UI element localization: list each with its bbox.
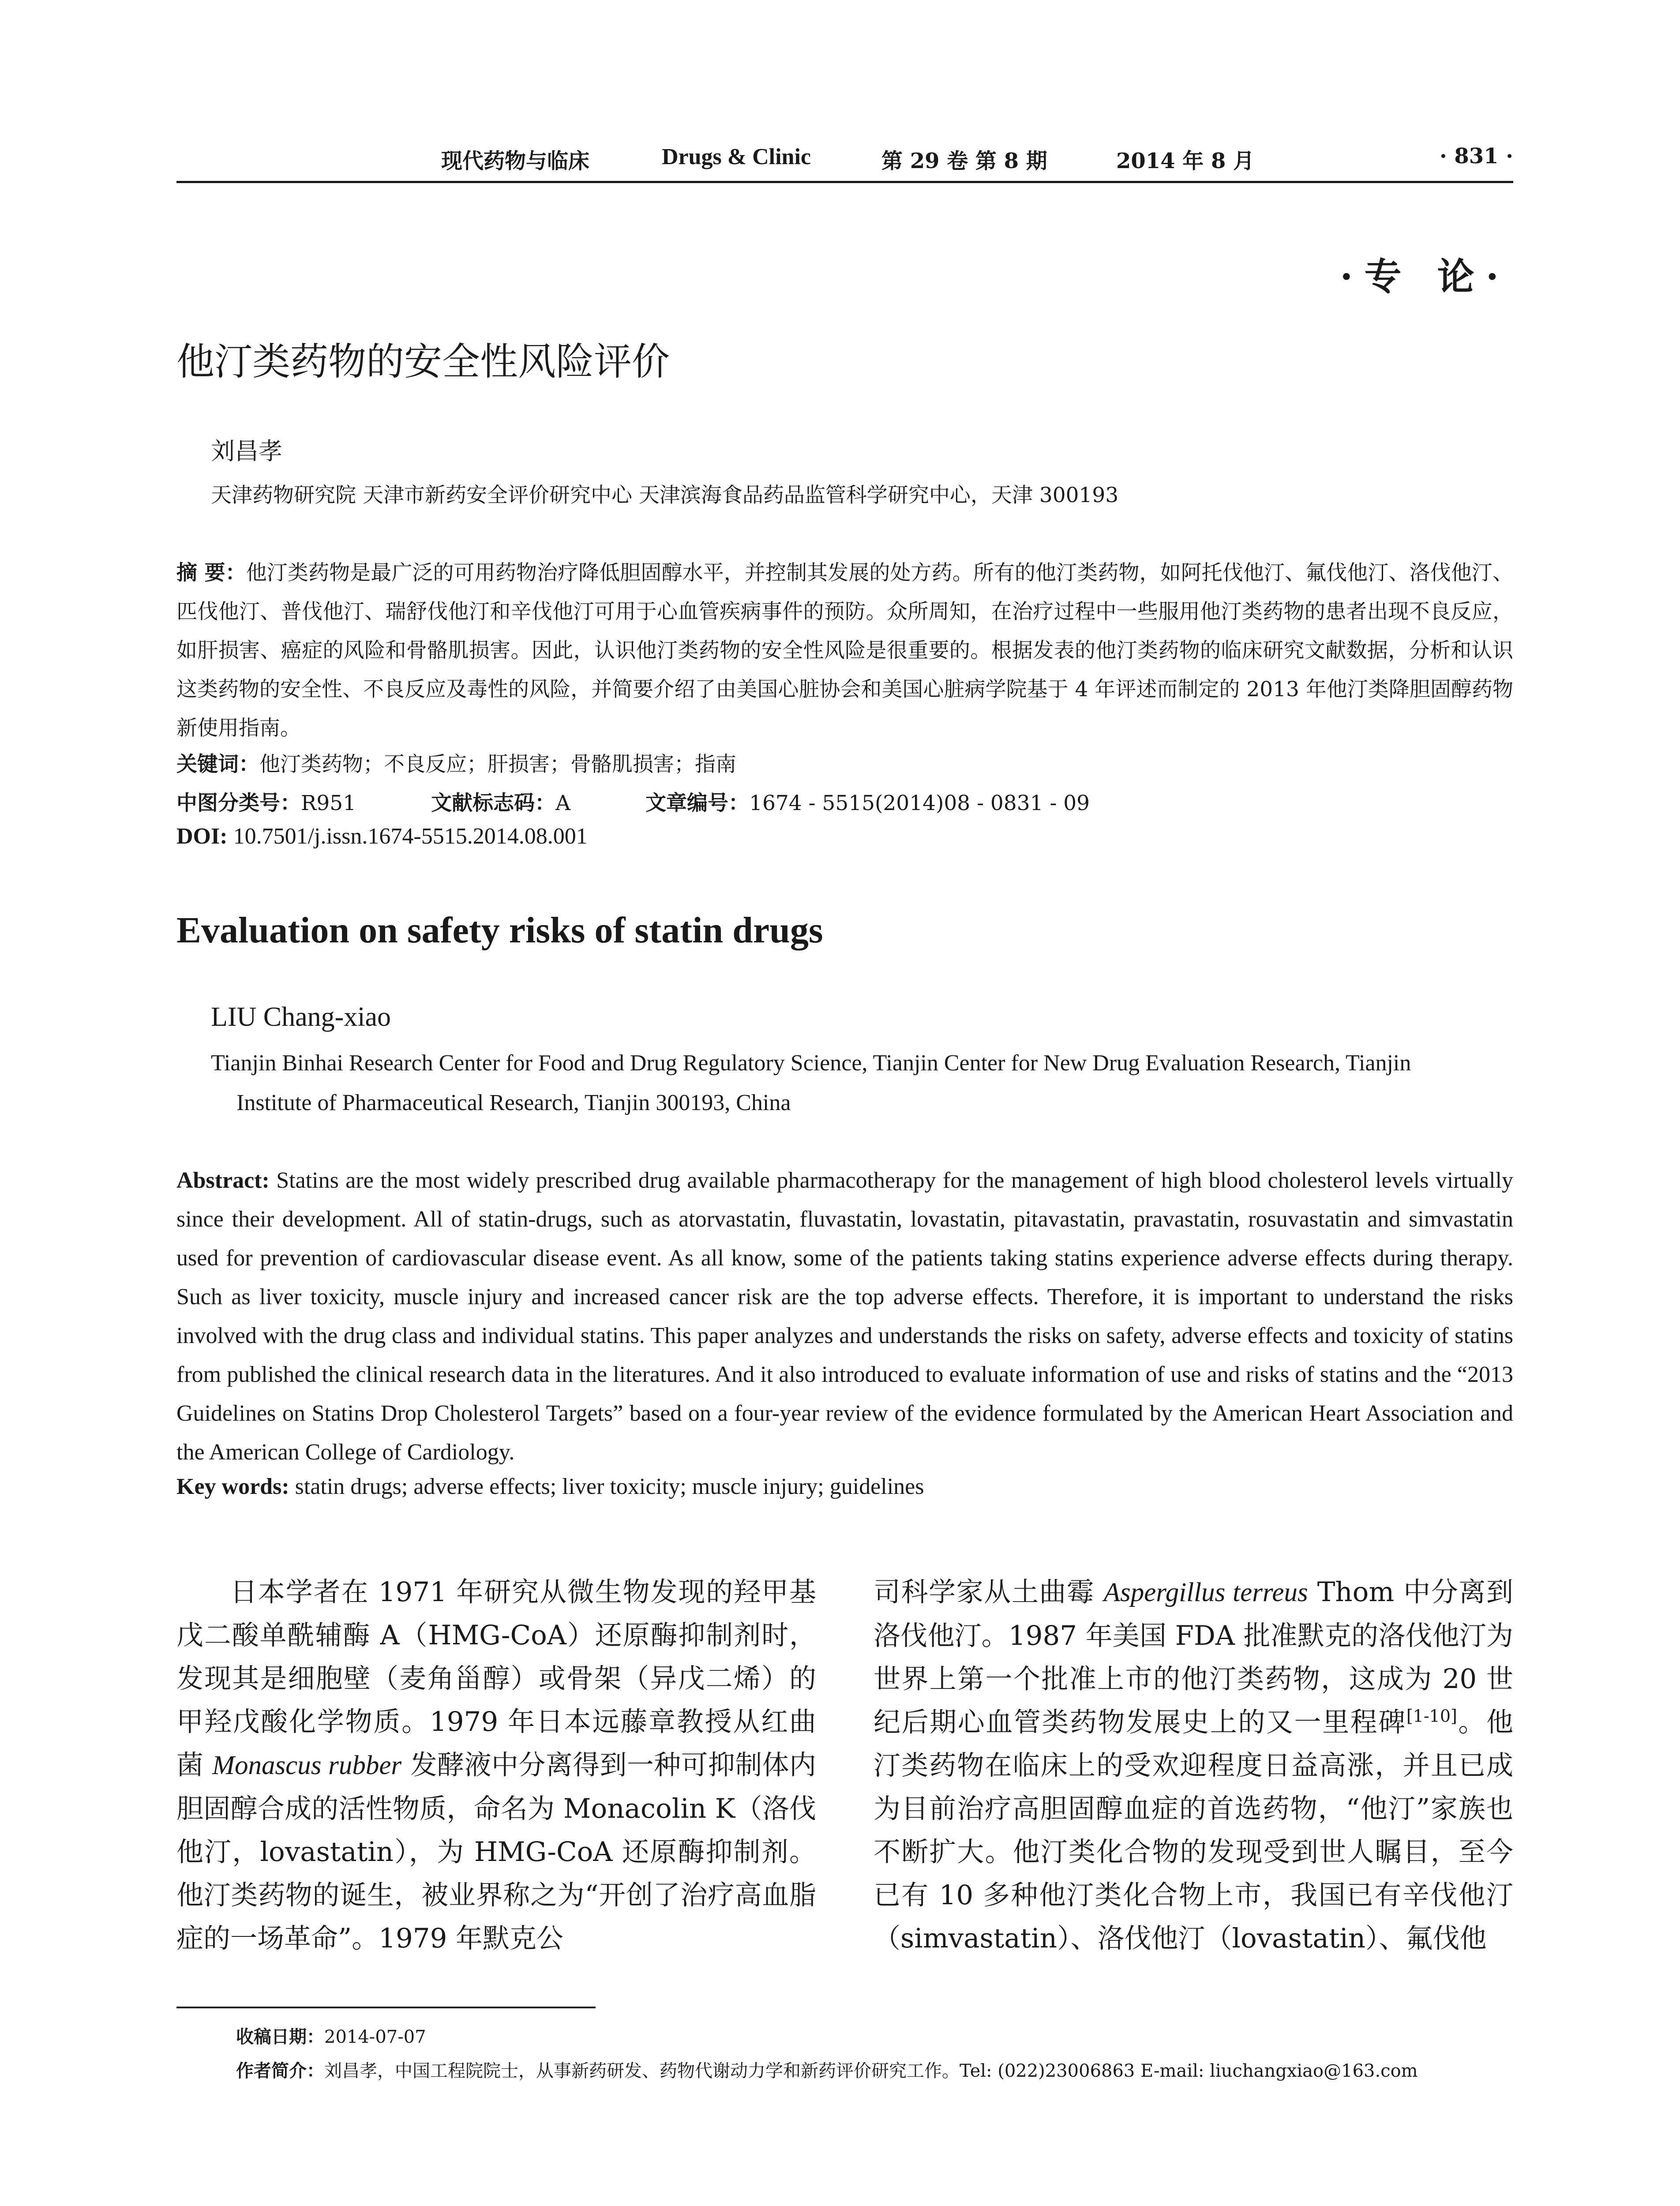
body-column-right bbox=[874, 1571, 1513, 1960]
keywords-en bbox=[176, 1474, 924, 1500]
body-left-text-b: 发酵液中分离得到一种可抑制体内胆固醇合成的活性物质，命名为 Monacolin K（洛伐他汀，lovastatin），为 HMG-CoA 还原酶抑制剂。他汀类药物的诞生，被业界称之为“开创了治疗高血脂症的一场革命”。1979 年默克公 bbox=[176, 1749, 816, 1954]
abstract-cn-label: 摘 要： bbox=[176, 561, 246, 585]
body-column-left bbox=[176, 1571, 816, 1960]
abstract-en-label: Abstract: bbox=[176, 1168, 270, 1193]
clc-value: R951 bbox=[301, 791, 356, 815]
classification-line bbox=[176, 787, 1090, 816]
footnote-author-bio bbox=[236, 2057, 1418, 2082]
body-right-text-a: 司科学家从土曲霉 bbox=[874, 1576, 1104, 1608]
bio-value: 刘昌孝，中国工程院院士，从事新药研发、药物代谢动力学和新药评价研究工作。Tel: (022)23006863 E-mail: liuchangxiao@163.com bbox=[324, 2061, 1418, 2081]
doi-value[interactable]: 10.7501/j.issn.1674-5515.2014.08.001 bbox=[233, 824, 588, 849]
body-right-text-b: Thom 中分离到洛伐他汀。1987 年美国 FDA 批准默克的洛伐他汀为世界上第一个批准上市的他汀类药物，这成为 20 世纪后期心血管类药物发展史上的又一里程碑 bbox=[874, 1576, 1513, 1738]
journal-name-en: Drugs & Clinic bbox=[662, 144, 811, 169]
affiliation-cn: 天津药物研究院 天津市新药安全评价研究中心 天津滨海食品药品监管科学研究中心，天津 300193 bbox=[211, 483, 1119, 507]
received-value: 2014-07-07 bbox=[324, 2027, 426, 2047]
body-right-species: Aspergillus terreus bbox=[1103, 1578, 1308, 1607]
affiliation-en-line2: Institute of Pharmaceutical Research, Tianjin 300193, China bbox=[236, 1090, 791, 1115]
keywords-en-text: statin drugs; adverse effects; liver toxicity; muscle injury; guidelines bbox=[295, 1474, 924, 1499]
journal-name-cn: 现代药物与临床 bbox=[441, 149, 590, 173]
abstract-en bbox=[176, 1161, 1513, 1472]
keywords-cn bbox=[176, 748, 736, 777]
abstract-en-text: Statins are the most widely prescribed drug available pharmacotherapy for the management of high blood cholesterol levels virtually since their development. All of statin-drugs, such as atorvastatin, fluvastatin, lovastatin, pitavastatin, pravastatin, rosuvastatin and simvastatin used for prevention of cardiovascular disease event. As all know, some of the patients taking statins experience adverse effects during therapy. Such as liver toxicity, muscle injury and increased cancer risk are the top adverse effects. Therefore, it is important to understand the risks involved with the drug class and individual statins. This paper analyzes and understands the risks on safety, adverse effects and toxicity of statins from published the clinical research data in the literatures. And it also introduced to evaluate information of use and risks of statins and the “2013 Guidelines on Statins Drop Cholesterol Targets” based on a four-year review of the evidence formulated by the American Heart Association and the American College of Cardiology. bbox=[176, 1168, 1513, 1465]
author-name-en: LIU Chang-xiao bbox=[211, 1002, 391, 1032]
abstract-cn bbox=[176, 554, 1513, 748]
clc-label: 中图分类号： bbox=[176, 791, 301, 815]
column-tag: ·专 论· bbox=[1340, 255, 1510, 298]
doc-code-value: A bbox=[555, 791, 571, 815]
author-name-cn: 刘昌孝 bbox=[211, 437, 282, 465]
affiliation-en-line1: Tianjin Binhai Research Center for Food and Drug Regulatory Science, Tianjin Center for New Drug Evaluation Research, Tianjin bbox=[211, 1050, 1411, 1076]
footnote-rule bbox=[176, 2007, 596, 2008]
keywords-en-label: Key words: bbox=[176, 1474, 289, 1499]
doi-line bbox=[176, 823, 588, 849]
page-number: · 831 · bbox=[1439, 144, 1513, 169]
article-title-cn: 他汀类药物的安全性风险评价 bbox=[176, 340, 670, 384]
doi-label: DOI: bbox=[176, 824, 228, 849]
article-number-label: 文章编号： bbox=[645, 791, 750, 815]
footnote-received bbox=[236, 2023, 426, 2048]
body-left-species: Monascus rubber bbox=[212, 1751, 402, 1780]
abstract-cn-text: 他汀类药物是最广泛的可用药物治疗降低胆固醇水平，并控制其发展的处方药。所有的他汀类药物，如阿托伐他汀、氟伐他汀、洛伐他汀、匹伐他汀、普伐他汀、瑞舒伐他汀和辛伐他汀可用于心血管疾病事件的预防。众所周知，在治疗过程中一些服用他汀类药物的患者出现不良反应，如肝损害、癌症的风险和骨骼肌损害。因此，认识他汀类药物的安全性风险是很重要的。根据发表的他汀类药物的临床研究文献数据，分析和认识这类药物的安全性、不良反应及毒性的风险，并简要介绍了由美国心脏协会和美国心脏病学院基于 4 年评述而制定的 2013 年他汀类降胆固醇药物新使用指南。 bbox=[176, 561, 1513, 740]
article-number-value: 1674 - 5515(2014)08 - 0831 - 09 bbox=[749, 791, 1090, 815]
issue-date: 2014 年 8 月 bbox=[1116, 149, 1255, 173]
body-right-text-c: 。他汀类药物在临床上的受欢迎程度日益高涨，并且已成为目前治疗高胆固醇血症的首选药物，“他汀”家族也不断扩大。他汀类化合物的发现受到世人瞩目，至今已有 10 多种他汀类化合物上市，我国已有辛伐他汀（simvastatin）、洛伐他汀（lovastatin）、氟伐他 bbox=[874, 1707, 1513, 1954]
received-label: 收稿日期： bbox=[236, 2027, 324, 2047]
keywords-cn-text: 他汀类药物；不良反应；肝损害；骨骼肌损害；指南 bbox=[259, 752, 736, 777]
volume-issue: 第 29 卷 第 8 期 bbox=[881, 149, 1047, 173]
keywords-cn-label: 关键词： bbox=[176, 752, 259, 777]
affiliation-en bbox=[211, 1043, 1515, 1123]
bio-label: 作者简介： bbox=[236, 2061, 324, 2081]
running-header bbox=[176, 140, 1513, 183]
doc-code-label: 文献标志码： bbox=[431, 791, 556, 815]
body-left-text-a: 日本学者在 1971 年研究从微生物发现的羟甲基戊二酸单酰辅酶 A（HMG-CoA）还原酶抑制剂时，发现其是细胞壁（麦角甾醇）或骨架（异戊二烯）的甲羟戊酸化学物质。1979 年日本远藤章教授从红曲菌 bbox=[176, 1576, 816, 1781]
article-title-en: Evaluation on safety risks of statin drugs bbox=[176, 910, 823, 951]
citation-reference[interactable]: [1-10] bbox=[1406, 1706, 1457, 1726]
